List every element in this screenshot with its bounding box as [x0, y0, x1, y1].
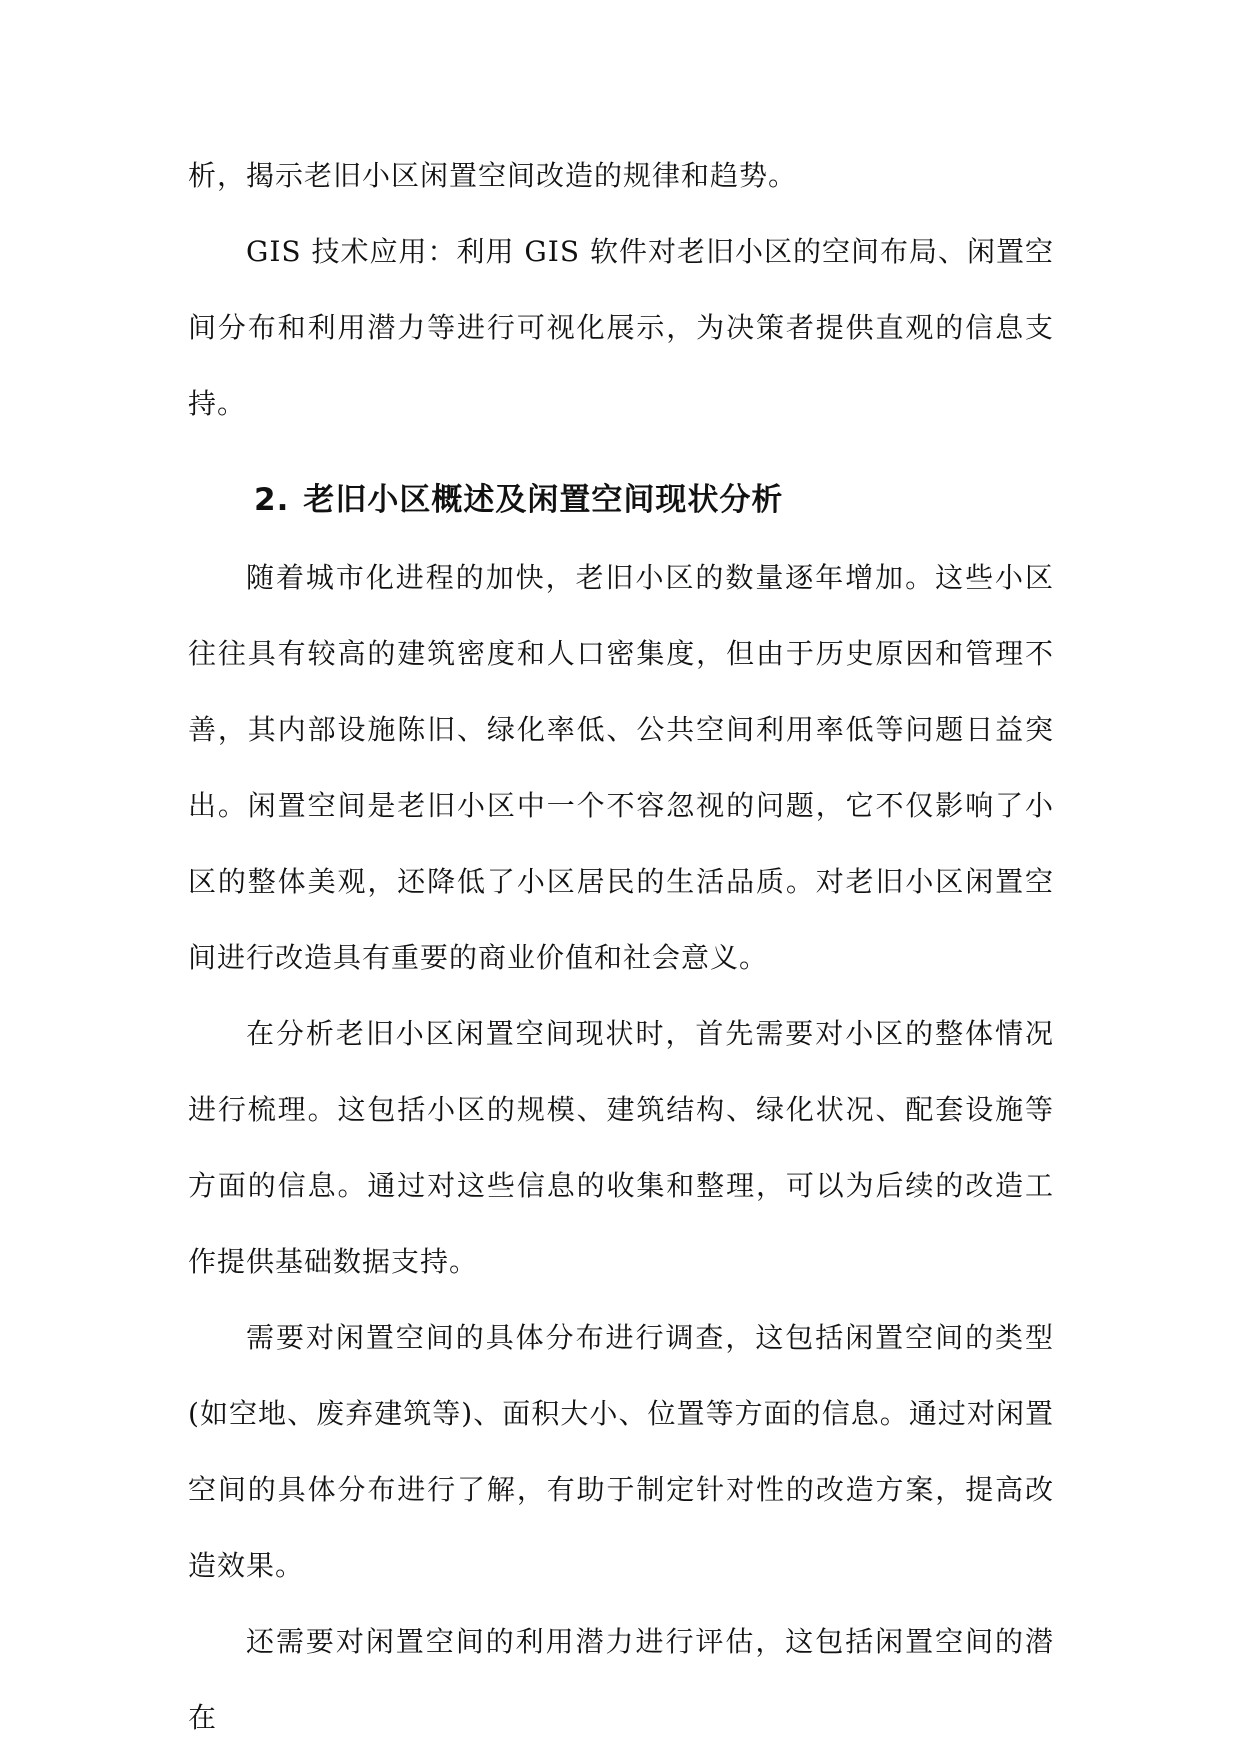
paragraph-status-analysis: 在分析老旧小区闲置空间现状时，首先需要对小区的整体情况进行梳理。这包括小区的规模、建筑结构、绿化状况、配套设施等方面的信息。通过对这些信息的收集和整理，可以为后续的改造工作提供基础数据支持。	[188, 1017, 1054, 1278]
section-number: 2.	[254, 482, 290, 518]
section-title: 老旧小区概述及闲置空间现状分析	[303, 482, 784, 518]
paragraph-gis: GIS 技术应用：利用 GIS 软件对老旧小区的空间布局、闲置空间分布和利用潜力等进行可视化展示，为决策者提供直观的信息支持。	[188, 235, 1054, 420]
document-body	[188, 138, 1054, 1756]
paragraph-potential-assessment: 还需要对闲置空间的利用潜力进行评估，这包括闲置空间的潜在	[188, 1625, 1054, 1734]
section-heading	[188, 462, 1054, 538]
paragraph-continuation: 析，揭示老旧小区闲置空间改造的规律和趋势。	[188, 159, 798, 192]
paragraph-overview: 随着城市化进程的加快，老旧小区的数量逐年增加。这些小区往往具有较高的建筑密度和人口密集度，但由于历史原因和管理不善，其内部设施陈旧、绿化率低、公共空间利用率低等问题日益突出。闲置空间是老旧小区中一个不容忽视的问题，它不仅影响了小区的整体美观，还降低了小区居民的生活品质。对老旧小区闲置空间进行改造具有重要的商业价值和社会意义。	[188, 561, 1054, 974]
paragraph-distribution-survey: 需要对闲置空间的具体分布进行调查，这包括闲置空间的类型(如空地、废弃建筑等)、面积大小、位置等方面的信息。通过对闲置空间的具体分布进行了解，有助于制定针对性的改造方案，提高改造效果。	[188, 1321, 1054, 1582]
